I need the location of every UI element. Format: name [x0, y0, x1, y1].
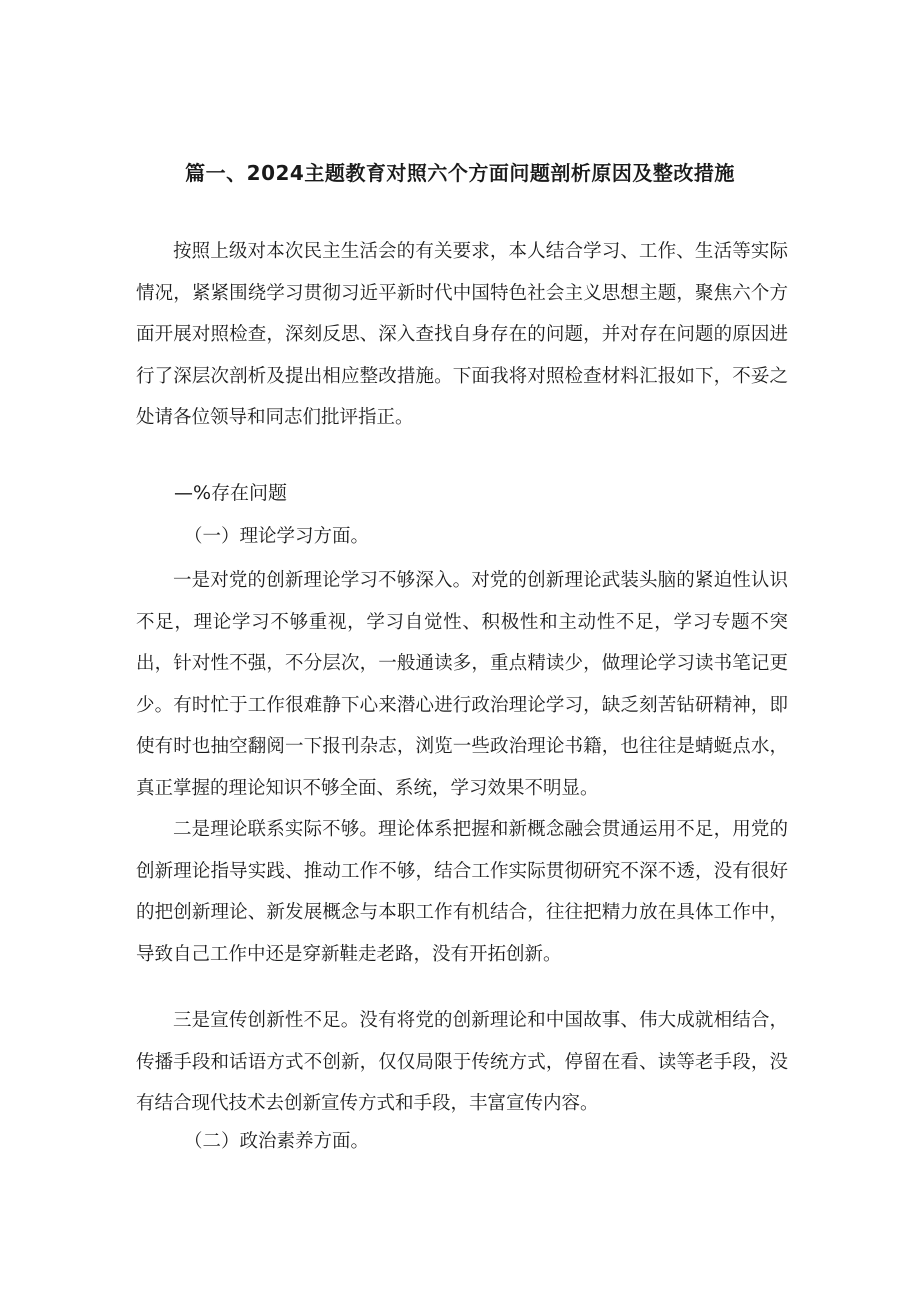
paragraph-point-two: 二是理论联系实际不够。理论体系把握和新概念融会贯通运用不足，用党的创新理论指导实践、推动工作不够，结合工作实际贯彻研究不深不透，没有很好的把创新理论、新发展概念与本职工作有机结合，往往把精力放在具体工作中，导致自己工作中还是穿新鞋走老路，没有开拓创新。 — [136, 819, 788, 965]
section-heading-problems: —%存在问题 — [174, 482, 288, 504]
subheading-political-quality: （二）政治素养方面。 — [184, 1131, 370, 1152]
document-title: 篇一、2024主题教育对照六个方面问题剖析原因及整改措施 — [185, 161, 735, 185]
paragraph-point-three: 三是宣传创新性不足。没有将党的创新理论和中国故事、伟大成就相结合，传播手段和话语方式不创新，仅仅局限于传统方式，停留在看、读等老手段，没有结合现代技术去创新宣传方式和手段，丰富宣传内容。 — [136, 1010, 788, 1114]
paragraph-point-one: 一是对党的创新理论学习不够深入。对党的创新理论武装头脑的紧迫性认识不足，理论学习不够重视，学习自觉性、积极性和主动性不足，学习专题不突出，针对性不强，不分层次，一般通读多，重点精读少，做理论学习读书笔记更少。有时忙于工作很难静下心来潜心进行政治理论学习，缺乏刻苦钻研精神，即使有时也抽空翻阅一下报刊杂志，浏览一些政治理论书籍，也往往是蜻蜓点水，真正掌握的理论知识不够全面、系统，学习效果不明显。 — [136, 570, 788, 799]
intro-paragraph: 按照上级对本次民主生活会的有关要求，本人结合学习、工作、生活等实际情况，紧紧围绕学习贯彻习近平新时代中国特色社会主义思想主题，聚焦六个方面开展对照检查，深刻反思、深入查找自身存在的问题，并对存在问题的原因进行了深层次剖析及提出相应整改措施。下面我将对照检查材料汇报如下，不妥之处请各位领导和同志们批评指正。 — [136, 241, 788, 428]
subheading-theory-study: （一）理论学习方面。 — [184, 526, 370, 547]
